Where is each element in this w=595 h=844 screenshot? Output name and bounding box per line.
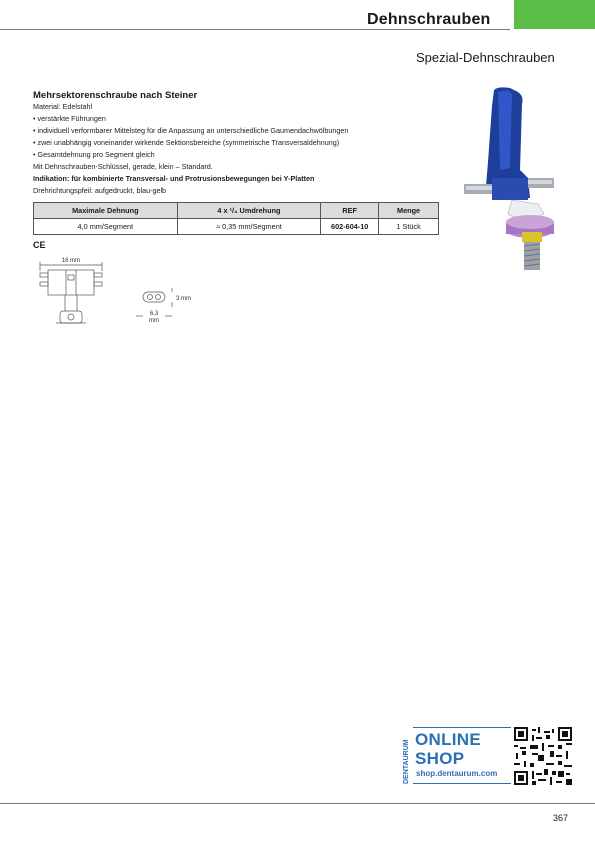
shop-rule bbox=[413, 727, 511, 728]
qr-code-icon[interactable] bbox=[514, 727, 572, 785]
section-title: Dehnschrauben bbox=[367, 11, 491, 28]
desc-line: • individuell verformbarer Mittelsteg für die Anpassung an unterschiedliche Gaumendachwölbungen bbox=[33, 126, 349, 135]
spec-table bbox=[33, 202, 439, 235]
table-header-row bbox=[34, 203, 439, 219]
technical-drawing bbox=[36, 254, 211, 336]
table-cell: 1 Stück bbox=[379, 219, 439, 235]
dimension-label: 3 mm bbox=[176, 296, 191, 302]
page-number: 367 bbox=[553, 813, 569, 823]
footer-rule bbox=[0, 803, 595, 804]
shop-heading: SHOP bbox=[415, 749, 465, 768]
table-cell: ≈ 0,35 mm/Segment bbox=[177, 219, 321, 235]
desc-line: Material: Edelstahl bbox=[33, 102, 93, 111]
desc-line: • Gesamtdehnung pro Segment gleich bbox=[33, 150, 155, 159]
section-color-tab bbox=[514, 0, 595, 29]
table-cell: 4,0 mm/Segment bbox=[34, 219, 178, 235]
table-header-cell: Maximale Dehnung bbox=[34, 203, 178, 219]
indication-line: Indikation: für kombinierte Transversal- und Protrusionsbewegungen bei Y-Platten bbox=[33, 174, 315, 183]
ce-mark: CE bbox=[33, 240, 46, 250]
desc-line: Drehrichtungspfeil: aufgedruckt, blau-gelb bbox=[33, 186, 167, 195]
header-rule bbox=[0, 29, 510, 30]
desc-line: • verstärkte Führungen bbox=[33, 114, 106, 123]
subsection-title: Spezial-Dehnschrauben bbox=[416, 50, 555, 65]
brand-logo-vertical bbox=[398, 724, 412, 784]
table-header-cell: Menge bbox=[379, 203, 439, 219]
table-cell: 602-604-10 bbox=[321, 219, 379, 235]
desc-line: Mit Dehnschrauben-Schlüssel, gerade, klein – Standard. bbox=[33, 162, 213, 171]
dimension-label: 6,3 bbox=[149, 311, 159, 317]
dimension-label: mm bbox=[149, 318, 159, 324]
dimension-label: 16 mm bbox=[61, 258, 81, 264]
shop-rule bbox=[413, 783, 511, 784]
desc-line: • zwei unabhängig voneinander wirkende Sektionsbereiche (symmetrische Transversaldehnung) bbox=[33, 138, 340, 147]
product-title: Mehrsektorenschraube nach Steiner bbox=[33, 90, 198, 101]
brand-name: DENTAURUM bbox=[403, 739, 410, 784]
shop-url-link[interactable]: shop.dentaurum.com bbox=[416, 769, 498, 778]
product-image bbox=[458, 86, 568, 280]
table-row bbox=[34, 219, 439, 235]
table-header-cell: REF bbox=[321, 203, 379, 219]
shop-heading: ONLINE bbox=[415, 730, 482, 749]
table-header-cell: 4 x ¹/₄ Umdrehung bbox=[177, 203, 321, 219]
